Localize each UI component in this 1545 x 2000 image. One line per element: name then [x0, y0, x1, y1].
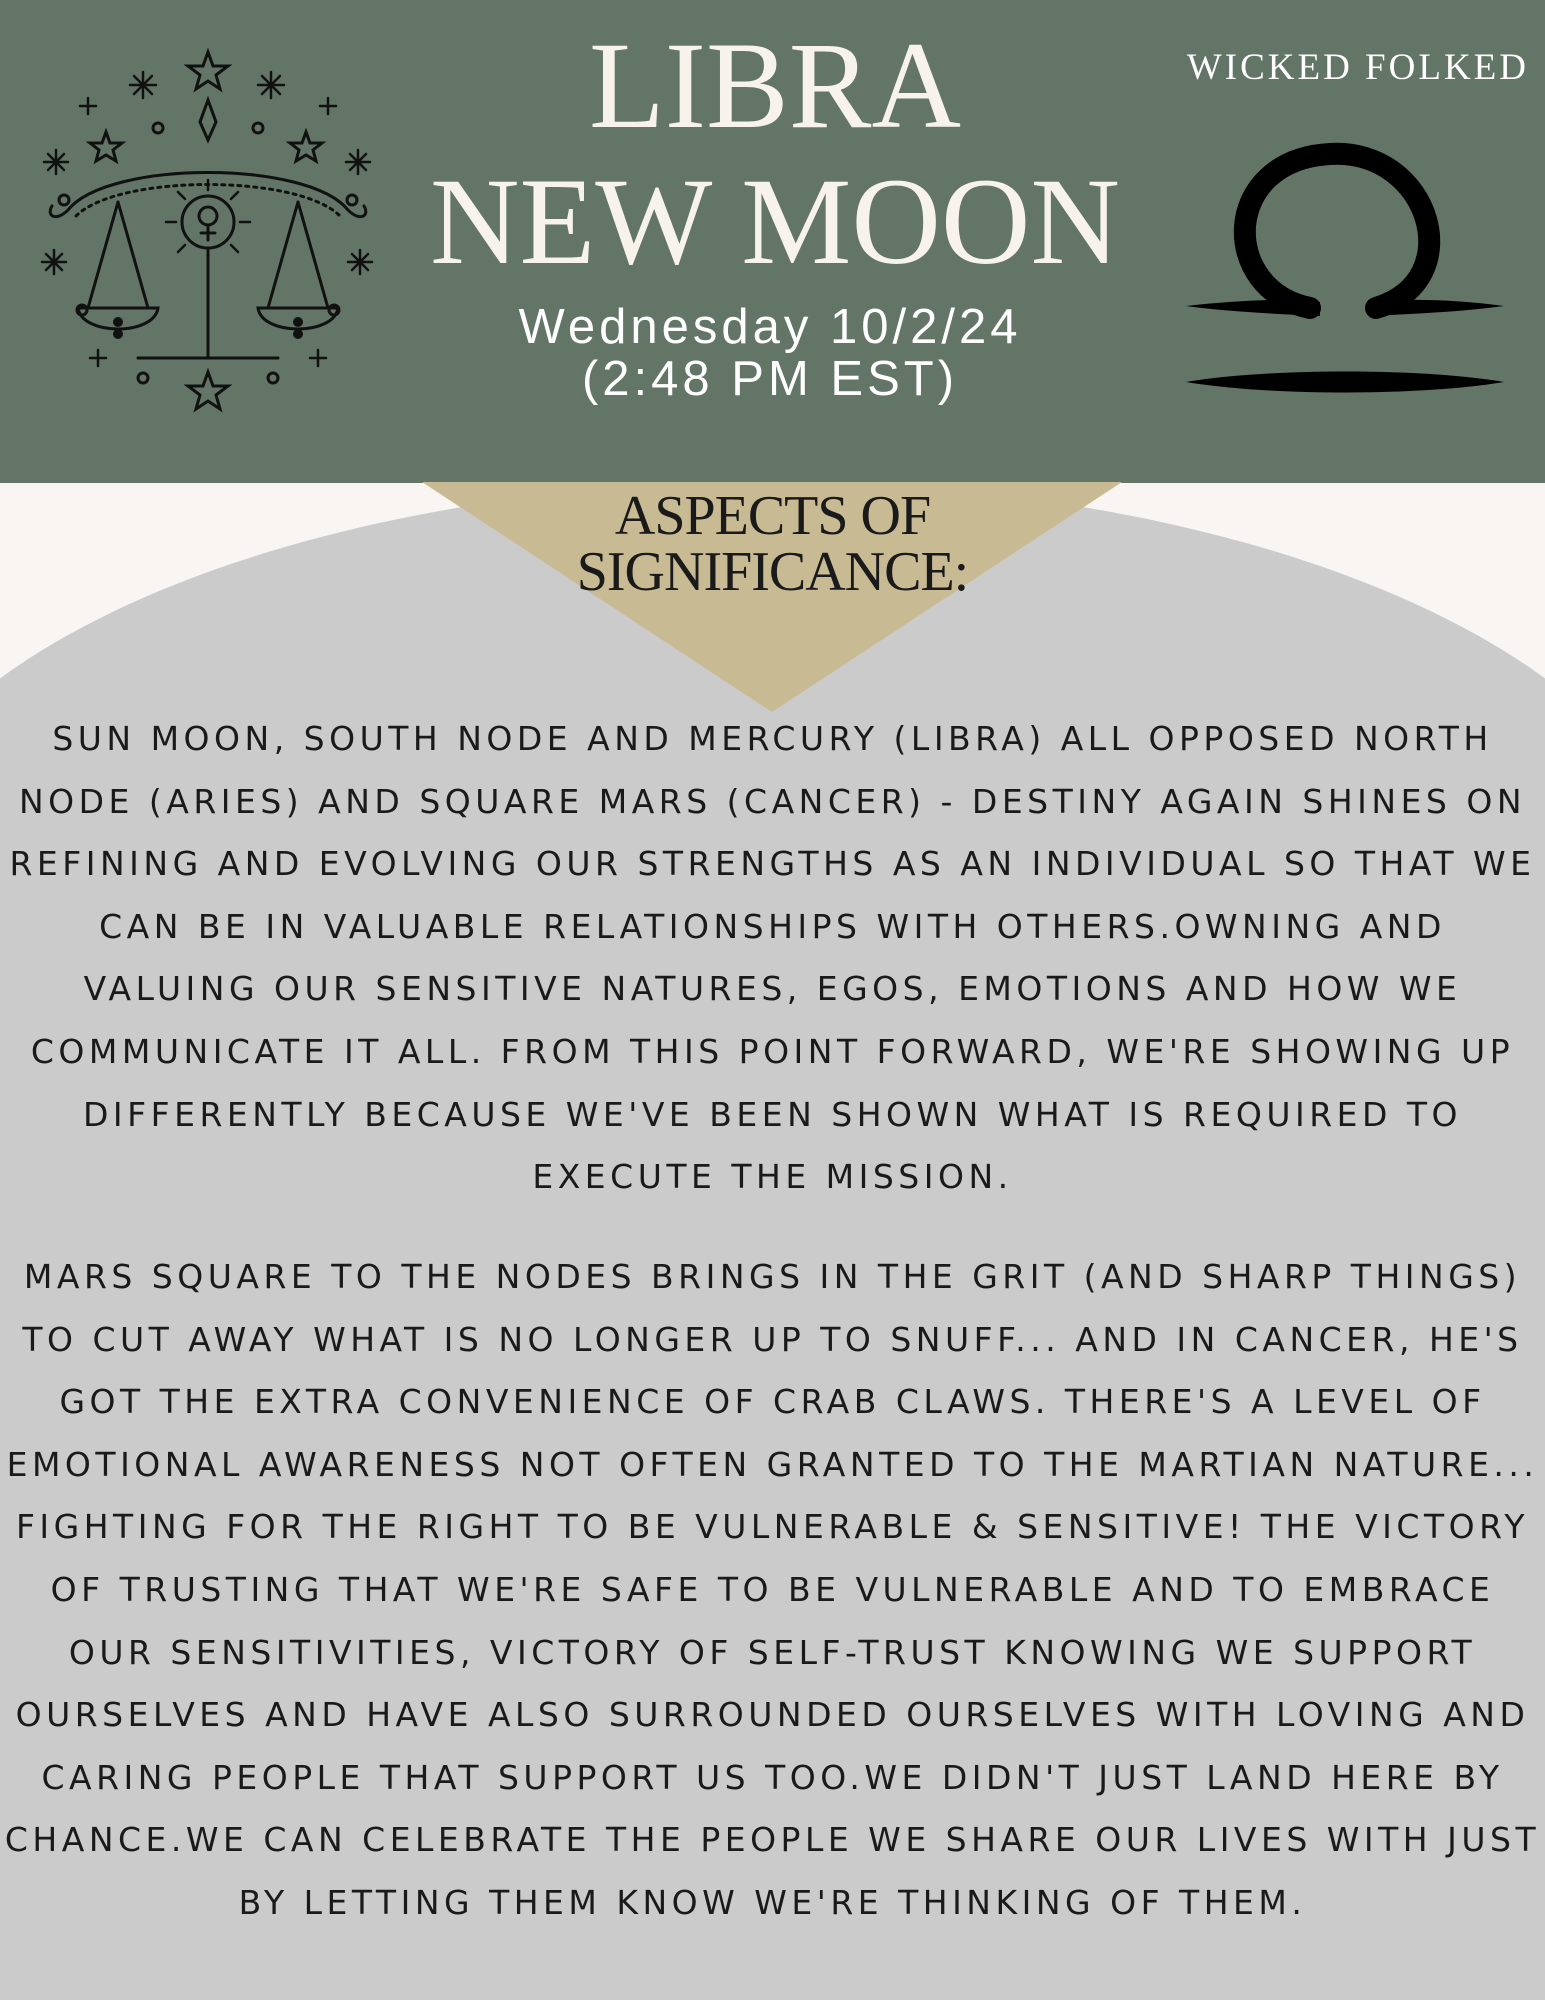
libra-glyph-icon — [1180, 140, 1510, 410]
title-new-moon: NEW MOON — [430, 153, 1120, 290]
brand-logo: WICKED FOLKED — [1186, 47, 1529, 88]
paragraph-aspects: SUN MOON, SOUTH NODE AND MERCURY (LIBRA) ALL OPPOSED NORTH NODE (ARIES) AND SQUARE MARS (CANCER) - DESTINY AGAIN SHINES ON REFINING AND EVOLVING OUR STRENGTHS AS AN INDIVIDUAL SO THAT WE CAN BE IN VALUABLE RELATIONSHIPS WITH OTHERS.OWNING AND VALUING OUR SENSITIVE NATURES, EGOS, EMOTIONS AND HOW WE COMMUNICATE IT ALL. FROM THIS POINT FORWARD, WE'RE SHOWING UP DIFFERENTLY BECAUSE WE'VE BEEN SHOWN WHAT IS REQUIRED TO EXECUTE THE MISSION. — [9, 719, 1536, 1197]
libra-scales-icon — [28, 40, 388, 420]
title-libra: LIBRA — [589, 17, 961, 154]
paragraph-mars: MARS SQUARE TO THE NODES BRINGS IN THE GRIT (AND SHARP THINGS) TO CUT AWAY WHAT IS NO LONGER UP TO SNUFF... AND IN CANCER, HE'S GOT THE EXTRA CONVENIENCE OF CRAB CLAWS. THERE'S A LEVEL OF EMOTIONAL AWARENESS NOT OFTEN GRANTED TO THE MARTIAN NATURE... FIGHTING FOR THE RIGHT TO BE VULNERABLE & SENSITIVE! THE VICTORY OF TRUSTING THAT WE'RE SAFE TO BE VULNERABLE AND TO EMBRACE OUR SENSITIVITIES, VICTORY OF SELF-TRUST KNOWING WE SUPPORT OURSELVES AND HAVE ALSO SURROUNDED OURSELVES WITH LOVING AND CARING PEOPLE THAT SUPPORT US TOO.WE DIDN'T JUST LAND HERE BY CHANCE.WE CAN CELEBRATE THE PEOPLE WE SHARE OUR LIVES WITH JUST BY LETTING THEM KNOW WE'RE THINKING OF THEM. — [4, 1257, 1541, 1922]
event-time: (2:48 PM EST) — [581, 352, 959, 406]
section-title-continued: SIGNIFICANCE: — [576, 541, 969, 603]
event-date: Wednesday 10/2/24 — [518, 300, 1022, 354]
section-title: ASPECTS OF — [614, 485, 931, 547]
